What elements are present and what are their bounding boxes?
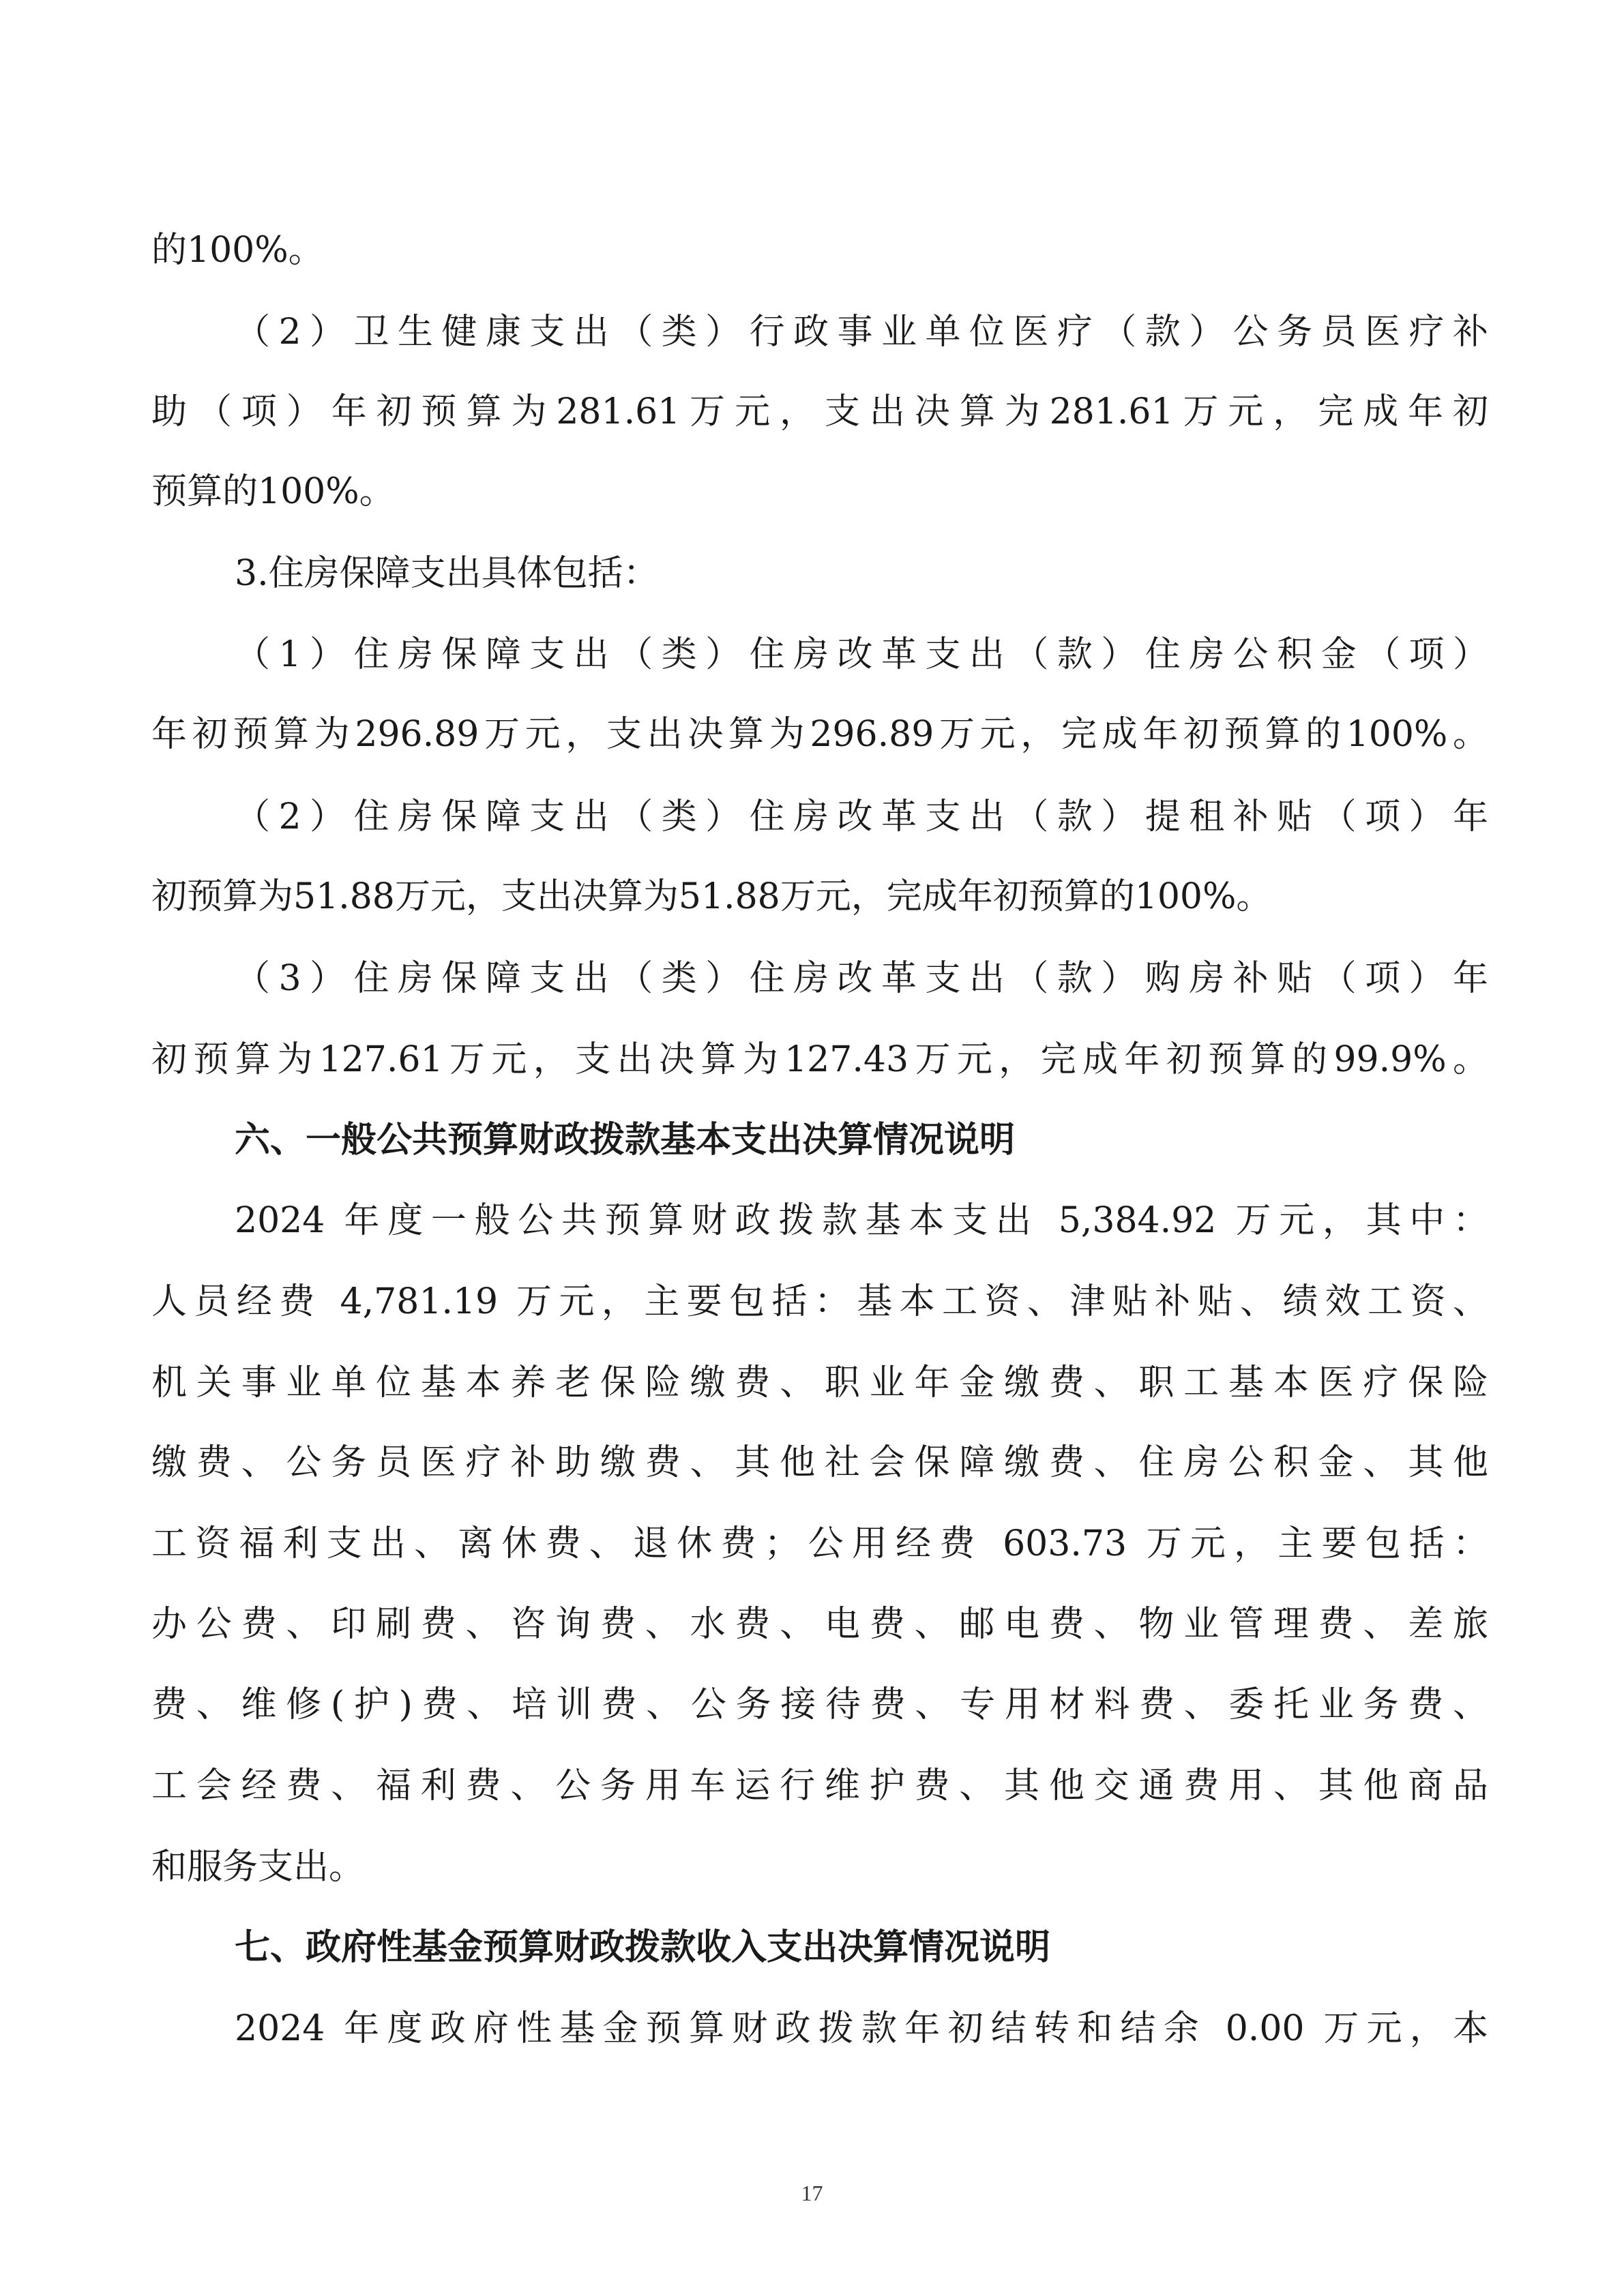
text-line: 费、维修(护)费、培训费、公务接待费、专用材料费、委托业务费、 — [151, 1684, 1488, 1725]
text-line: （2）卫生健康支出（类）行政事业单位医疗（款）公务员医疗补 — [235, 312, 1488, 353]
text-line: 的100%。 — [151, 230, 324, 271]
text-line: 工资福利支出、离休费、退休费；公用经费 603.73 万元，主要包括： — [151, 1523, 1488, 1564]
text-line: 2024 年度一般公共预算财政拨款基本支出 5,384.92 万元，其中： — [235, 1200, 1488, 1241]
text-line: 和服务支出。 — [151, 1847, 365, 1888]
section-heading: 六、一般公共预算财政拨款基本支出决算情况说明 — [235, 1120, 1016, 1161]
text-line: （1）住房保障支出（类）住房改革支出（款）住房公积金（项） — [235, 634, 1488, 675]
text-line: 3.住房保障支出具体包括： — [235, 553, 659, 594]
text-line: 助（项）年初预算为281.61万元，支出决算为281.61万元，完成年初 — [151, 391, 1488, 432]
text-line: 机关事业单位基本养老保险缴费、职业年金缴费、职工基本医疗保险 — [151, 1362, 1488, 1403]
text-line: 人员经费 4,781.19 万元，主要包括：基本工资、津贴补贴、绩效工资、 — [151, 1281, 1488, 1322]
text-line: （3）住房保障支出（类）住房改革支出（款）购房补贴（项）年 — [235, 958, 1488, 999]
page-number: 17 — [801, 2181, 823, 2205]
text-line: 工会经费、福利费、公务用车运行维护费、其他交通费用、其他商品 — [151, 1765, 1488, 1806]
text-line: 预算的100%。 — [151, 471, 395, 512]
text-line: 2024 年度政府性基金预算财政拨款年初结转和结余 0.00 万元，本 — [235, 2008, 1488, 2049]
text-line: （2）住房保障支出（类）住房改革支出（款）提租补贴（项）年 — [235, 796, 1488, 837]
text-line: 年初预算为296.89万元，支出决算为296.89万元，完成年初预算的100%。 — [151, 714, 1488, 755]
text-line: 办公费、印刷费、咨询费、水费、电费、邮电费、物业管理费、差旅 — [151, 1604, 1488, 1645]
text-line: 初预算为51.88万元，支出决算为51.88万元，完成年初预算的100%。 — [151, 876, 1272, 917]
text-line: 初预算为127.61万元，支出决算为127.43万元，完成年初预算的99.9%。 — [151, 1039, 1488, 1080]
section-heading: 七、政府性基金预算财政拨款收入支出决算情况说明 — [235, 1927, 1051, 1968]
text-line: 缴费、公务员医疗补助缴费、其他社会保障缴费、住房公积金、其他 — [151, 1442, 1488, 1483]
